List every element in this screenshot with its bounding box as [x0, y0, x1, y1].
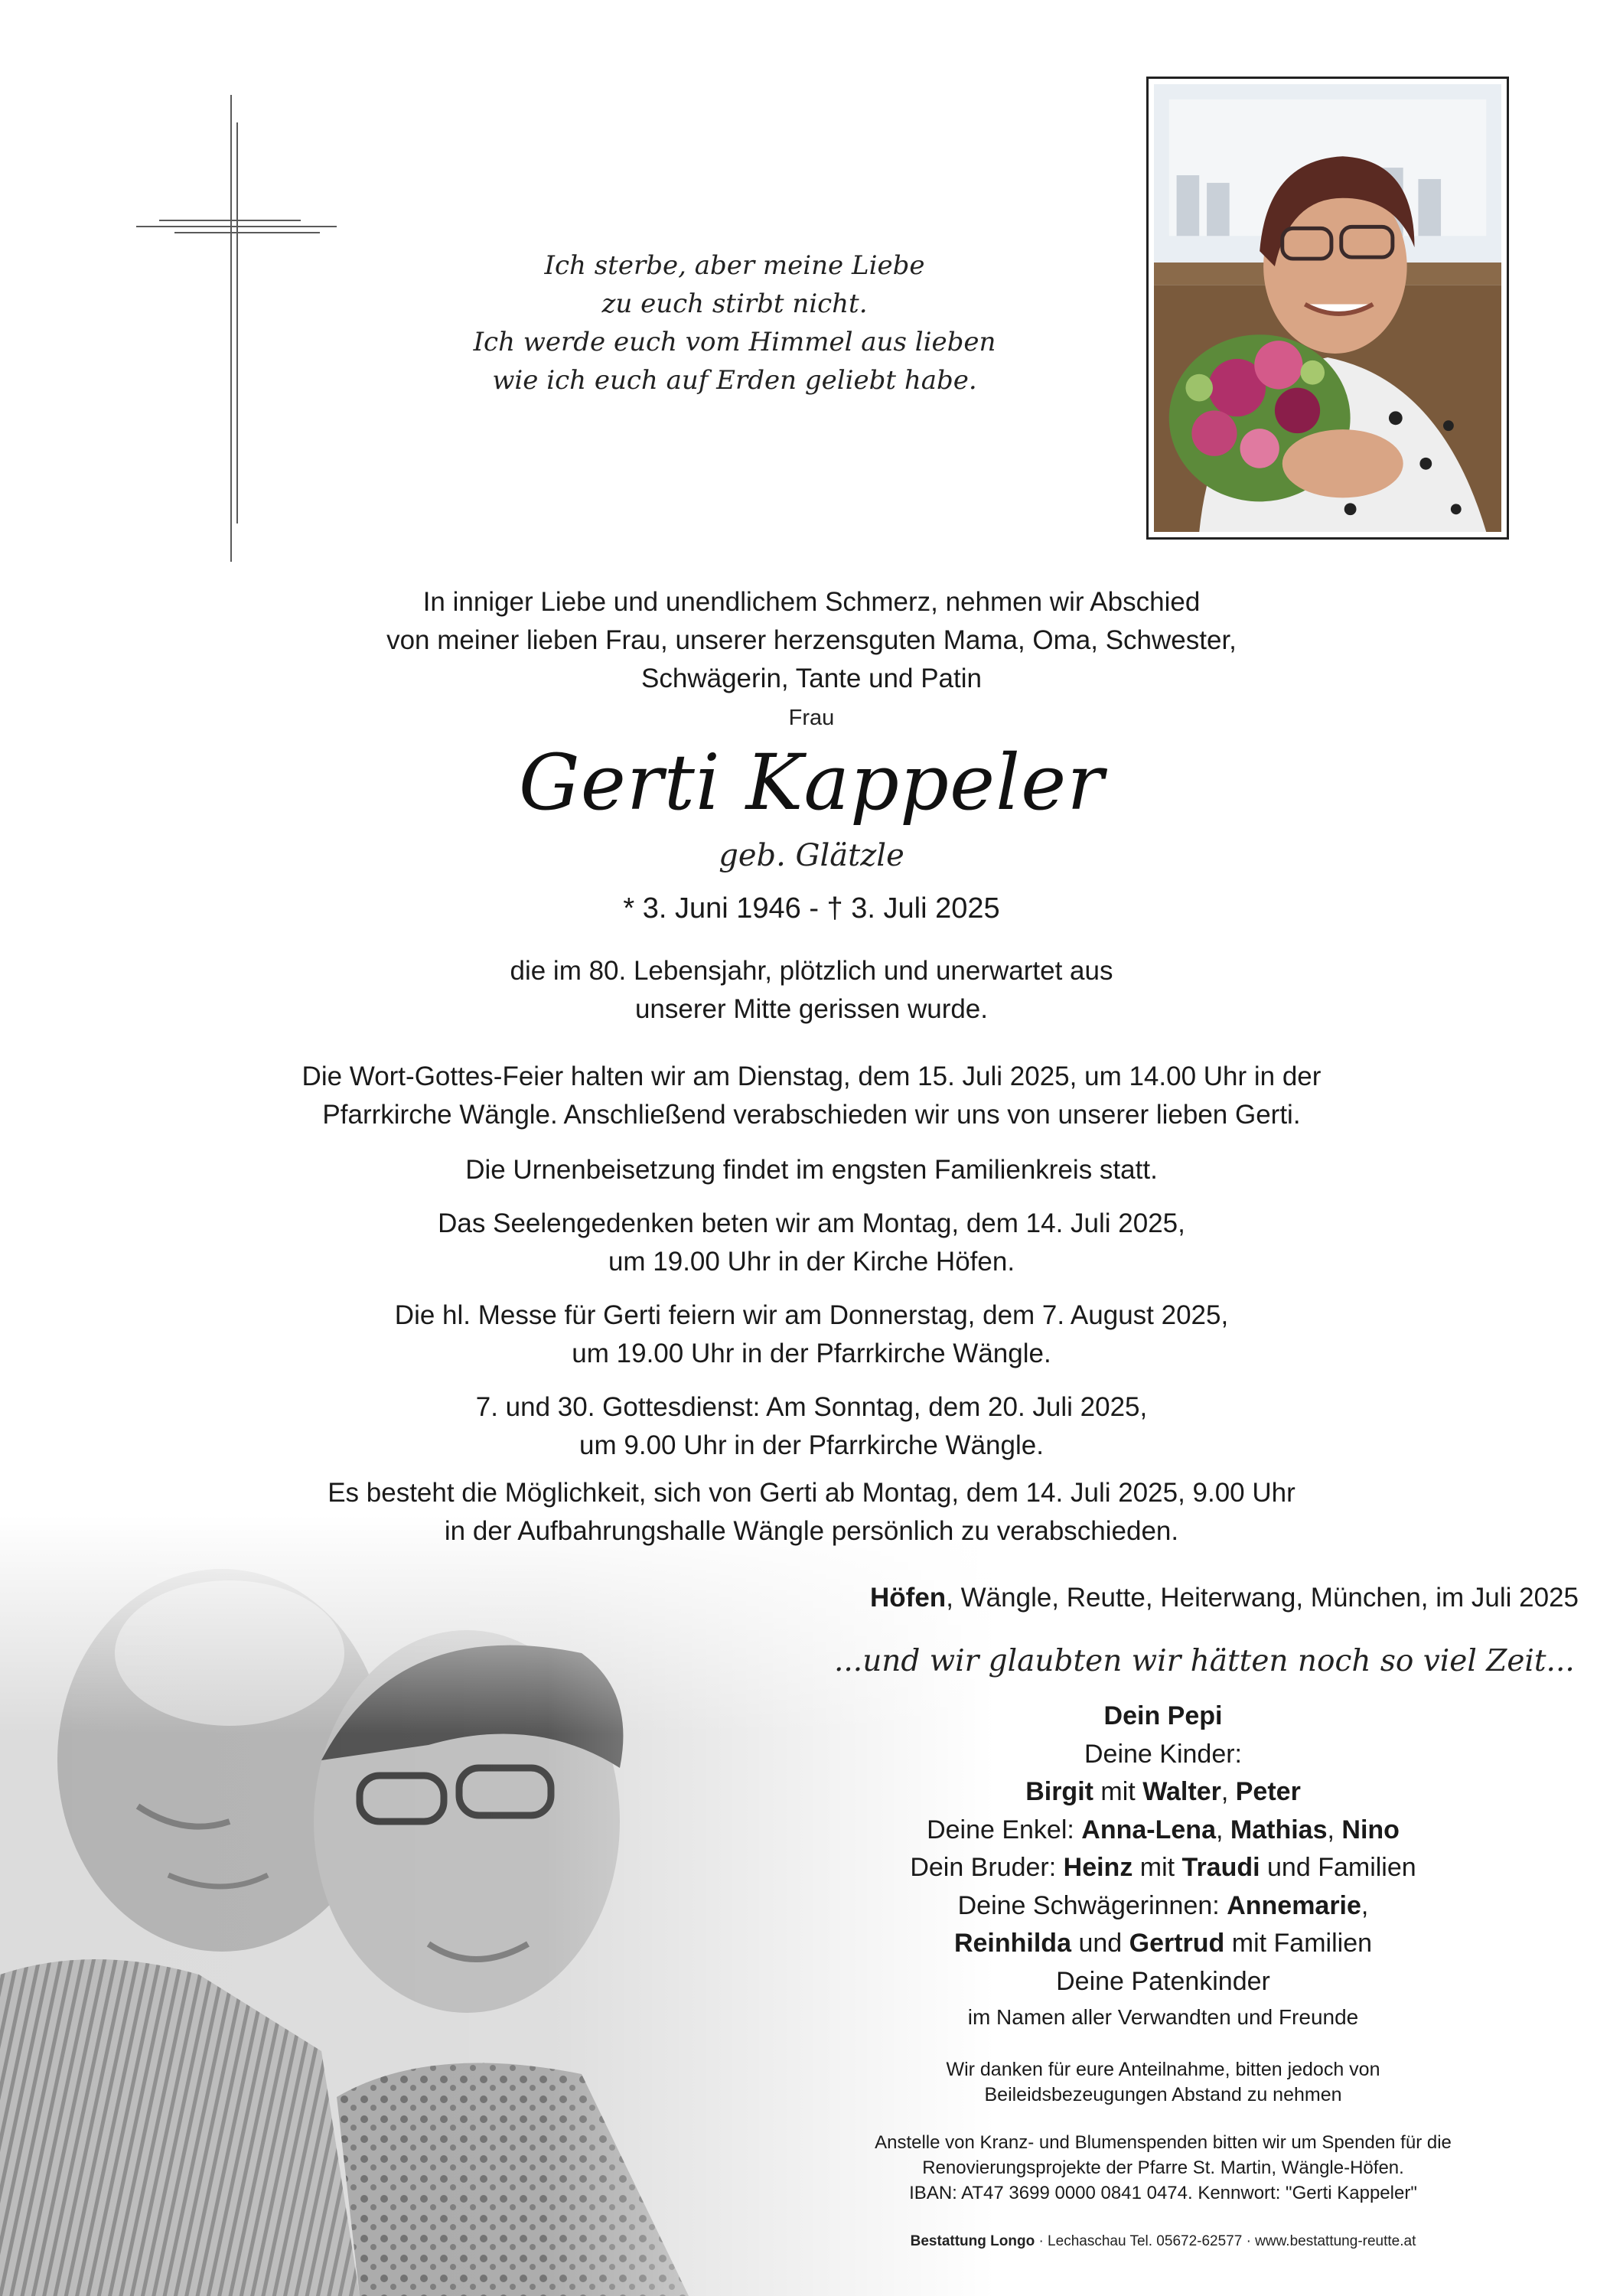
family-list — [834, 1698, 1492, 2034]
salutation: Frau — [788, 706, 835, 730]
sil-suffix: mit Familien — [1224, 1929, 1373, 1958]
connector: und — [1071, 1929, 1129, 1958]
connector: mit — [1133, 1853, 1182, 1882]
place-first: Höfen — [870, 1583, 947, 1613]
brother-label: Dein Bruder: — [910, 1853, 1064, 1882]
announcement-line: in der Aufbahrungshalle Wängle persönlich zu verabschieden. — [444, 1516, 1179, 1546]
verse-line: wie ich euch auf Erden geliebt habe. — [492, 365, 977, 396]
place-and-date — [870, 1583, 1579, 1613]
announcement-line: um 9.00 Uhr in der Pfarrkirche Wängle. — [579, 1430, 1044, 1460]
donation-note — [834, 2130, 1492, 2206]
sisters-in-law-label: Deine Schwägerinnen: — [957, 1890, 1227, 1920]
birth-name: geb. Glätzle — [719, 838, 904, 873]
sisters-in-law-line-2 — [834, 1925, 1492, 1963]
sister-in-law-name: Gertrud — [1129, 1929, 1225, 1958]
donation-line: IBAN: AT47 3699 0000 0841 0474. Kennwort: "Gerti Kappeler" — [909, 2183, 1417, 2203]
grandchildren-line — [834, 1812, 1492, 1850]
verse-line: zu euch stirbt nicht. — [601, 289, 868, 319]
funeral-home-footer — [834, 2233, 1492, 2250]
portrait-photo-frame — [1146, 77, 1509, 540]
godchildren: Deine Patenkinder — [1056, 1966, 1270, 1996]
announcement-line: Die Wort-Gottes-Feier halten wir am Dienstag, dem 15. Juli 2025, um 14.00 Uhr in der — [301, 1062, 1322, 1091]
child-name: Peter — [1235, 1777, 1301, 1806]
announcement-memorial-services — [0, 1388, 1623, 1465]
sisters-in-law-line — [834, 1887, 1492, 1926]
circumstance-line: die im 80. Lebensjahr, plötzlich und unerwartet aus — [510, 956, 1113, 986]
funeral-home-details: · Lechaschau Tel. 05672-62577 · www.bestattung-reutte.at — [1035, 2233, 1416, 2249]
circumstance-text — [0, 952, 1623, 1029]
separator: , — [1215, 1815, 1230, 1844]
deceased-name: Gerti Kappeler — [518, 738, 1105, 827]
sister-in-law-name: Annemarie — [1227, 1890, 1361, 1920]
children-line — [834, 1773, 1492, 1812]
funeral-home-name: Bestattung Longo — [910, 2233, 1035, 2249]
separator: , — [1361, 1890, 1369, 1920]
cross-icon — [136, 95, 339, 562]
announcement-urn — [0, 1151, 1623, 1189]
grandchild-name: Nino — [1341, 1815, 1400, 1844]
brother-name: Heinz — [1063, 1853, 1133, 1882]
sister-in-law-name: Reinhilda — [953, 1929, 1071, 1958]
thanks-line: Wir danken für eure Anteilnahme, bitten jedoch von — [946, 2059, 1380, 2080]
announcement-line: um 19.00 Uhr in der Pfarrkirche Wängle. — [572, 1339, 1051, 1368]
closing-quote: ...und wir glaubten wir hätten noch so viel Zeit... — [834, 1644, 1575, 1678]
husband-name: Dein Pepi — [1103, 1701, 1223, 1730]
memorial-verse — [429, 246, 1041, 400]
circumstance-line: unserer Mitte gerissen wurde. — [634, 994, 989, 1024]
intro-text — [0, 583, 1623, 698]
thanks-line: Beileidsbezeugungen Abstand zu nehmen — [984, 2084, 1342, 2105]
brother-suffix: und Familien — [1260, 1853, 1416, 1882]
announcement-mass — [0, 1296, 1623, 1373]
separator: , — [1327, 1815, 1342, 1844]
life-dates: * 3. Juni 1946 - † 3. Juli 2025 — [623, 892, 1000, 925]
intro-line: In inniger Liebe und unendlichem Schmerz, nehmen wir Abschied — [422, 587, 1201, 617]
announcement-line: Es besteht die Möglichkeit, sich von Gerti ab Montag, dem 14. Juli 2025, 9.00 Uhr — [328, 1478, 1295, 1508]
portrait-photo — [1154, 84, 1501, 532]
grandchildren-label: Deine Enkel: — [927, 1815, 1082, 1844]
announcement-line: Die Urnenbeisetzung findet im engsten Familienkreis statt. — [465, 1155, 1158, 1185]
announcement-line: Pfarrkirche Wängle. Anschließend verabschieden wir uns von unserer lieben Gerti. — [322, 1100, 1301, 1130]
announcement-line: 7. und 30. Gottesdienst: Am Sonntag, dem 20. Juli 2025, — [475, 1392, 1148, 1422]
announcement-prayer — [0, 1205, 1623, 1281]
relatives-line: im Namen aller Verwandten und Freunde — [967, 2005, 1359, 2029]
intro-line: von meiner lieben Frau, unserer herzensguten Mama, Oma, Schwester, — [386, 625, 1237, 655]
announcement-line: um 19.00 Uhr in der Kirche Höfen. — [608, 1247, 1015, 1277]
children-label: Deine Kinder: — [1084, 1739, 1242, 1769]
announcement-line: Die hl. Messe für Gerti feiern wir am Donnerstag, dem 7. August 2025, — [394, 1300, 1229, 1330]
partner-name: Walter — [1142, 1777, 1221, 1806]
announcement-service — [0, 1058, 1623, 1134]
grandchild-name: Mathias — [1230, 1815, 1328, 1844]
separator: , — [1221, 1777, 1236, 1806]
verse-line: Ich werde euch vom Himmel aus lieben — [473, 327, 996, 357]
announcement-line: Das Seelengedenken beten wir am Montag, dem 14. Juli 2025, — [438, 1208, 1185, 1238]
brother-line — [834, 1849, 1492, 1887]
brother-partner-name: Traudi — [1181, 1853, 1260, 1882]
connector: mit — [1093, 1777, 1143, 1806]
child-name: Birgit — [1025, 1777, 1093, 1806]
announcement-viewing — [0, 1474, 1623, 1551]
grandchild-name: Anna-Lena — [1081, 1815, 1216, 1844]
thanks-note — [834, 2057, 1492, 2108]
verse-line: Ich sterbe, aber meine Liebe — [544, 250, 925, 281]
donation-line: Renovierungsprojekte der Pfarre St. Martin, Wängle-Höfen. — [922, 2157, 1404, 2178]
donation-line: Anstelle von Kranz- und Blumenspenden bitten wir um Spenden für die — [875, 2132, 1452, 2153]
place-rest: , Wängle, Reutte, Heiterwang, München, im Juli 2025 — [946, 1583, 1579, 1613]
intro-line: Schwägerin, Tante und Patin — [641, 664, 982, 693]
